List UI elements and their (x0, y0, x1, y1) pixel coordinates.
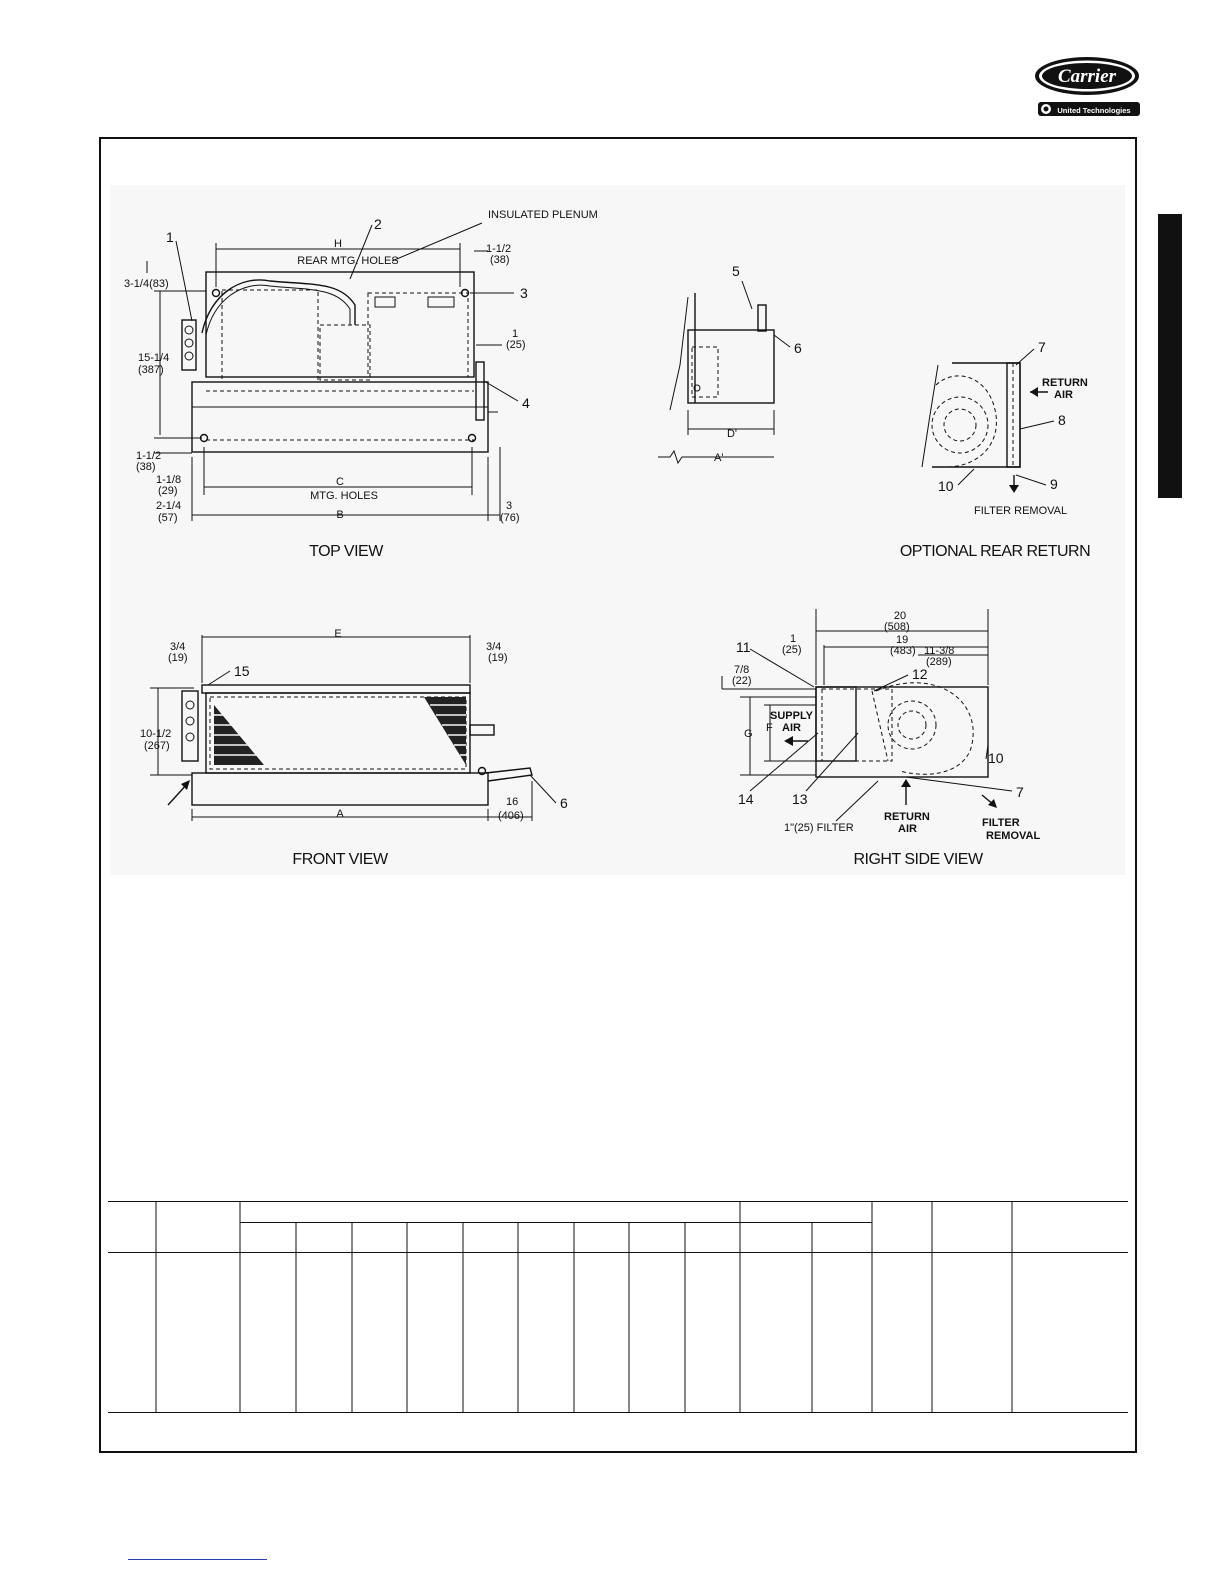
carrier-logo (1034, 56, 1144, 118)
callout-11: 11 (736, 639, 751, 655)
dim-f: F (766, 722, 773, 734)
dim-3-4-left: 3/4 (170, 641, 186, 653)
dim-e: E (334, 628, 342, 640)
side-return-air-2: AIR (898, 823, 917, 835)
filter-removal-rear: FILTER REMOVAL (974, 505, 1068, 517)
brand-name: Carrier (1057, 66, 1117, 87)
filter-1in-label: 1"(25) FILTER (784, 822, 854, 834)
callout-15: 15 (234, 663, 250, 679)
dim-19-right: (19) (488, 652, 508, 664)
dim-1-side: 1 (790, 633, 797, 645)
dim-7-8: 7/8 (734, 664, 750, 676)
dim-1-right: 1 (512, 328, 519, 340)
side-removal-label: REMOVAL (986, 830, 1041, 842)
top-view (124, 209, 598, 560)
optional-rear-return-view (900, 339, 1090, 560)
side-return-air-1: RETURN (884, 811, 930, 823)
dim-289: (289) (926, 656, 952, 668)
rear-mtg-holes-label: REAR MTG. HOLES (297, 255, 399, 267)
dim-19: 19 (896, 634, 909, 646)
callout-14: 14 (738, 791, 754, 807)
dim-11-3-8: 11-3/8 (924, 645, 955, 657)
supply-air-2: AIR (782, 722, 801, 734)
supply-air-1: SUPPLY (770, 710, 814, 722)
footer-link-underline (128, 1559, 267, 1560)
dim-b: B (336, 509, 344, 521)
top-view-title: TOP VIEW (309, 543, 383, 560)
dim-g: G (744, 728, 753, 740)
callout-7-rear: 7 (1038, 339, 1046, 355)
callout-4: 4 (522, 395, 530, 411)
dim-508: (508) (884, 621, 910, 633)
dim-76: (76) (500, 512, 520, 524)
callout-6-front: 6 (560, 795, 568, 811)
front-view-title: FRONT VIEW (292, 851, 388, 868)
dimension-drawing (110, 185, 1125, 875)
dim-d-prime: D' (726, 428, 738, 440)
dim-38-top: (38) (490, 254, 510, 266)
dim-3-1-4: 3-1/4(83) (124, 278, 169, 290)
dim-19-left: (19) (168, 652, 188, 664)
dim-29: (29) (158, 485, 178, 497)
dim-38-left: (38) (136, 461, 156, 473)
callout-5: 5 (732, 263, 740, 279)
callout-10-side: 10 (988, 750, 1004, 766)
callout-12: 12 (912, 666, 928, 682)
dim-1-1-2-left: 1-1/2 (136, 450, 162, 462)
dim-a-prime: A' (714, 452, 724, 464)
callout-3: 3 (520, 285, 528, 301)
section-tab (1158, 214, 1182, 498)
side-filter-label: FILTER (982, 817, 1020, 829)
dim-406: (406) (498, 810, 524, 822)
dim-a: A (336, 808, 344, 820)
dim-h: H (334, 238, 342, 250)
dim-16: 16 (506, 796, 519, 808)
callout-13: 13 (792, 791, 808, 807)
dim-2-1-4: 2-1/4 (156, 500, 182, 512)
insulated-plenum-label: INSULATED PLENUM (488, 209, 598, 221)
callout-2: 2 (374, 216, 382, 232)
front-view (140, 628, 568, 868)
dim-3: 3 (506, 500, 513, 512)
brand-tagline: United Technologies (1057, 106, 1131, 115)
callout-1: 1 (166, 229, 174, 245)
dim-c: C (336, 476, 344, 488)
dim-15-1-4: 15-1/4 (138, 352, 170, 364)
dim-387: (387) (138, 364, 164, 376)
rear-return-air-1: RETURN (1042, 377, 1088, 389)
dim-1-1-2-top: 1-1/2 (486, 243, 512, 255)
rear-return-air-2: AIR (1054, 389, 1073, 401)
dimension-table (108, 1201, 1128, 1413)
right-side-view (722, 609, 1040, 868)
right-side-view-title: RIGHT SIDE VIEW (853, 851, 983, 868)
dim-22: (22) (732, 675, 752, 687)
partial-side-view (658, 263, 802, 464)
callout-8: 8 (1058, 412, 1066, 428)
dim-1-1-8: 1-1/8 (156, 474, 182, 486)
dim-10-1-2: 10-1/2 (140, 728, 172, 740)
dim-3-4-right: 3/4 (486, 641, 502, 653)
optional-rear-return-title: OPTIONAL REAR RETURN (899, 543, 1091, 560)
callout-10-rear: 10 (938, 478, 954, 494)
dim-25-side: (25) (782, 644, 802, 656)
dim-25-right: (25) (506, 339, 526, 351)
callout-7-side: 7 (1016, 784, 1024, 800)
mtg-holes-label: MTG. HOLES (310, 490, 378, 502)
callout-6-side: 6 (794, 340, 802, 356)
dim-20: 20 (893, 610, 907, 622)
callout-9: 9 (1050, 476, 1058, 492)
dim-267: (267) (144, 740, 170, 752)
dim-483: (483) (890, 645, 916, 657)
dim-57: (57) (158, 512, 178, 524)
